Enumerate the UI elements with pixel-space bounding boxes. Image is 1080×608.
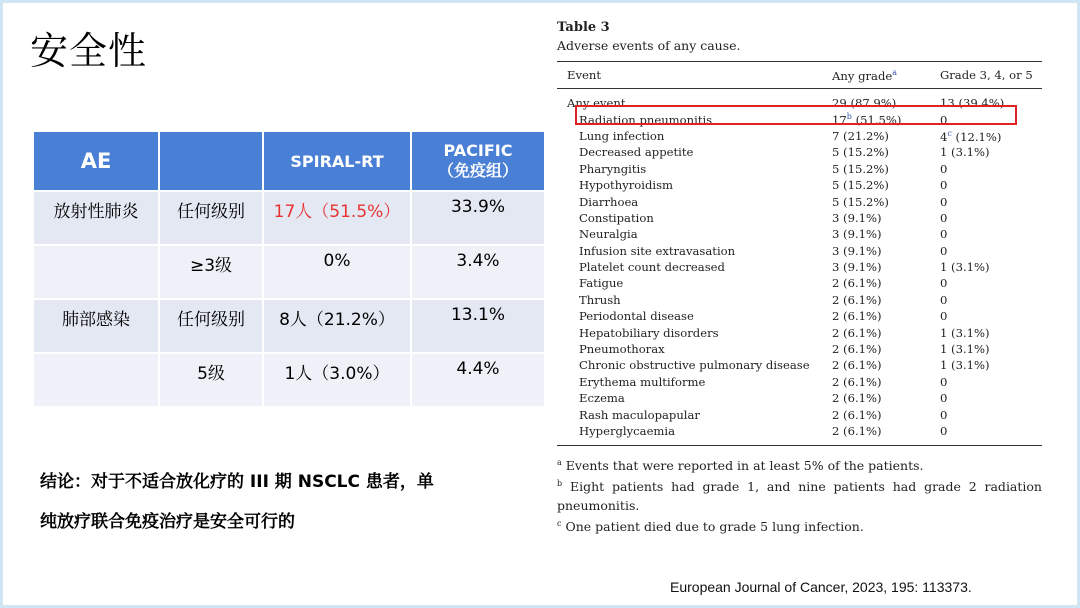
event-name: Eczema <box>579 391 625 406</box>
value-part: 4 <box>940 129 948 144</box>
any-grade-value: 2 (6.1%) <box>832 374 882 389</box>
any-grade-value: 29 (87.9%) <box>832 96 897 111</box>
table-row <box>557 308 1042 324</box>
cell-grade: ≥3级 <box>160 246 262 298</box>
grade-3-5-value: 0 <box>940 391 948 406</box>
any-grade-value: 2 (6.1%) <box>832 292 882 307</box>
cell-pacific: 4.4% <box>412 354 544 406</box>
footnote-mark: b <box>557 479 563 489</box>
table-row <box>557 128 1042 144</box>
event-name: Hepatobiliary disorders <box>579 325 719 340</box>
ae-comparison-table <box>32 130 546 408</box>
cell-spiral-rt: 1人（3.0%） <box>264 354 410 406</box>
table-row <box>557 161 1042 177</box>
event-name: Chronic obstructive pulmonary disease <box>579 358 810 373</box>
grade-3-5-value: 1 (3.1%) <box>940 358 990 373</box>
event-name: Hyperglycaemia <box>579 424 676 438</box>
cell-ae: 放射性肺炎 <box>34 192 158 244</box>
table-row <box>557 406 1042 422</box>
cell-grade: 5级 <box>160 354 262 406</box>
paper-table-header <box>557 61 1042 89</box>
grade-3-5-value: 1 (3.1%) <box>940 325 990 340</box>
paper-table-body <box>557 95 1042 439</box>
event-name: Thrush <box>579 292 621 307</box>
footnote <box>557 515 1042 536</box>
col-any-grade-label: Any grade <box>832 68 893 83</box>
event-name: Erythema multiforme <box>579 374 706 389</box>
slide-title: 安全性 <box>30 29 148 73</box>
event-name: Diarrhoea <box>579 194 639 209</box>
table-row <box>557 374 1042 390</box>
any-grade-value: 3 (9.1%) <box>832 243 882 258</box>
header-ae: AE <box>34 132 158 190</box>
cell-ae: 肺部感染 <box>34 300 158 352</box>
grade-3-5-value: 1 (3.1%) <box>940 145 990 160</box>
any-grade-value: 2 (6.1%) <box>832 325 882 340</box>
radiation-pneumonitis-highlight-box <box>575 105 1017 128</box>
footnote-text: Eight patients had grade 1, and nine patients had grade 2 radiation pneumonitis. <box>557 479 1042 513</box>
event-name: Pneumothorax <box>579 342 665 357</box>
any-grade-value: 2 (6.1%) <box>832 276 882 291</box>
any-grade-value: 5 (15.2%) <box>832 145 889 160</box>
cell-ae <box>34 246 158 298</box>
col-grade-3-5: Grade 3, 4, or 5 <box>940 68 1033 82</box>
header-pacific <box>412 132 544 190</box>
any-grade-value: 3 (9.1%) <box>832 260 882 275</box>
grade-3-5-value <box>940 129 1040 144</box>
event-name: Rash maculopapular <box>579 407 700 422</box>
event-name: Fatigue <box>579 276 624 291</box>
table-row <box>557 210 1042 226</box>
table-row <box>557 324 1042 340</box>
footnote <box>557 475 1042 514</box>
cell-grade: 任何级别 <box>160 300 262 352</box>
any-grade-value: 3 (9.1%) <box>832 227 882 242</box>
grade-3-5-value: 0 <box>940 210 948 225</box>
table-row <box>557 275 1042 291</box>
grade-3-5-value: 0 <box>940 374 948 389</box>
grade-3-5-value: 0 <box>940 178 948 193</box>
conclusion-line-2: 纯放疗联合免疫治疗是安全可行的 <box>40 512 295 532</box>
cell-spiral-rt: 0% <box>264 246 410 298</box>
any-grade-value: 5 (15.2%) <box>832 178 889 193</box>
grade-3-5-value: 1 (3.1%) <box>940 342 990 357</box>
table-row <box>557 357 1042 373</box>
paper-table-label: Table 3 <box>557 20 610 35</box>
table-row <box>34 246 544 298</box>
any-grade-value: 2 (6.1%) <box>832 391 882 406</box>
event-name: Hypothyroidism <box>579 178 674 193</box>
event-name: Periodontal disease <box>579 309 694 324</box>
cell-grade: 任何级别 <box>160 192 262 244</box>
any-grade-value: 2 (6.1%) <box>832 358 882 373</box>
table-row <box>34 354 544 406</box>
grade-3-5-value: 0 <box>940 112 948 127</box>
value-part: 17 <box>832 113 847 128</box>
footnote-text: Events that were reported in at least 5% of the patients. <box>565 458 924 474</box>
cell-ae <box>34 354 158 406</box>
conclusion-line-1: 结论：对于不适合放化疗的 III 期 NSCLC 患者，单 <box>40 472 434 492</box>
any-grade-value: 7 (21.2%) <box>832 128 889 143</box>
grade-3-5-value: 0 <box>940 161 948 176</box>
cell-spiral-rt: 8人（21.2%） <box>264 300 410 352</box>
footnote-mark: a <box>892 67 898 77</box>
paper-table-caption: Adverse events of any cause. <box>557 38 741 53</box>
grade-3-5-value: 0 <box>940 227 948 242</box>
footnote <box>557 454 1042 475</box>
footnote-text: One patient died due to grade 5 lung infection. <box>565 518 864 534</box>
grade-3-5-value: 0 <box>940 309 948 324</box>
cell-spiral-rt: 17人（51.5%） <box>264 192 410 244</box>
event-name: Neuralgia <box>579 227 638 242</box>
footnote-mark: b <box>846 112 852 122</box>
table-row <box>557 390 1042 406</box>
table-row <box>557 193 1042 209</box>
event-name: Radiation pneumonitis <box>579 112 713 127</box>
event-name: Decreased appetite <box>579 145 694 160</box>
table-row <box>557 341 1042 357</box>
event-name: Any event <box>567 96 626 111</box>
paper-footnotes <box>557 454 1042 535</box>
any-grade-value: 2 (6.1%) <box>832 407 882 422</box>
table-row <box>34 192 544 244</box>
any-grade-value: 3 (9.1%) <box>832 210 882 225</box>
conclusion-text <box>40 462 550 542</box>
footnote-mark: c <box>557 518 562 528</box>
grade-3-5-value: 1 (3.1%) <box>940 260 990 275</box>
table-row <box>557 177 1042 193</box>
grade-3-5-value: 13 (39.4%) <box>940 96 1005 111</box>
grade-3-5-value: 0 <box>940 194 948 209</box>
col-any-grade <box>832 68 940 83</box>
table-row <box>557 226 1042 242</box>
any-grade-value: 2 (6.1%) <box>832 309 882 324</box>
table-bottom-rule <box>557 445 1042 446</box>
grade-3-5-value: 0 <box>940 292 948 307</box>
col-event: Event <box>567 68 602 82</box>
table-row <box>557 292 1042 308</box>
value-part: (51.5%) <box>851 113 902 128</box>
grade-3-5-value: 0 <box>940 407 948 422</box>
grade-3-5-value: 0 <box>940 243 948 258</box>
table-header-row <box>34 132 544 190</box>
event-name: Infusion site extravasation <box>579 243 736 258</box>
header-pacific-line1: PACIFIC <box>443 141 513 160</box>
header-spiral-rt: SPIRAL-RT <box>264 132 410 190</box>
any-grade-value: 5 (15.2%) <box>832 194 889 209</box>
event-name: Constipation <box>579 210 654 225</box>
event-name: Platelet count decreased <box>579 260 725 275</box>
table-row <box>557 243 1042 259</box>
cell-pacific: 33.9% <box>412 192 544 244</box>
value-part: (12.1%) <box>951 129 1002 144</box>
table-row <box>557 259 1042 275</box>
any-grade-value: 5 (15.2%) <box>832 161 889 176</box>
footnote-mark: a <box>557 458 562 468</box>
grade-3-5-value: 0 <box>940 424 948 438</box>
paper-table-excerpt <box>557 20 1042 536</box>
grade-3-5-value: 0 <box>940 276 948 291</box>
cell-pacific: 13.1% <box>412 300 544 352</box>
footnote-mark: c <box>947 128 952 138</box>
table-row <box>557 144 1042 160</box>
table-row <box>557 423 1042 439</box>
header-grade <box>160 132 262 190</box>
any-grade-value: 2 (6.1%) <box>832 424 882 438</box>
any-grade-value: 2 (6.1%) <box>832 342 882 357</box>
event-name: Lung infection <box>579 128 665 143</box>
header-pacific-line2: （免疫组） <box>437 161 518 180</box>
table-row <box>34 300 544 352</box>
citation: European Journal of Cancer, 2023, 195: 113373. <box>670 579 972 595</box>
event-name: Pharyngitis <box>579 161 647 176</box>
cell-pacific: 3.4% <box>412 246 544 298</box>
